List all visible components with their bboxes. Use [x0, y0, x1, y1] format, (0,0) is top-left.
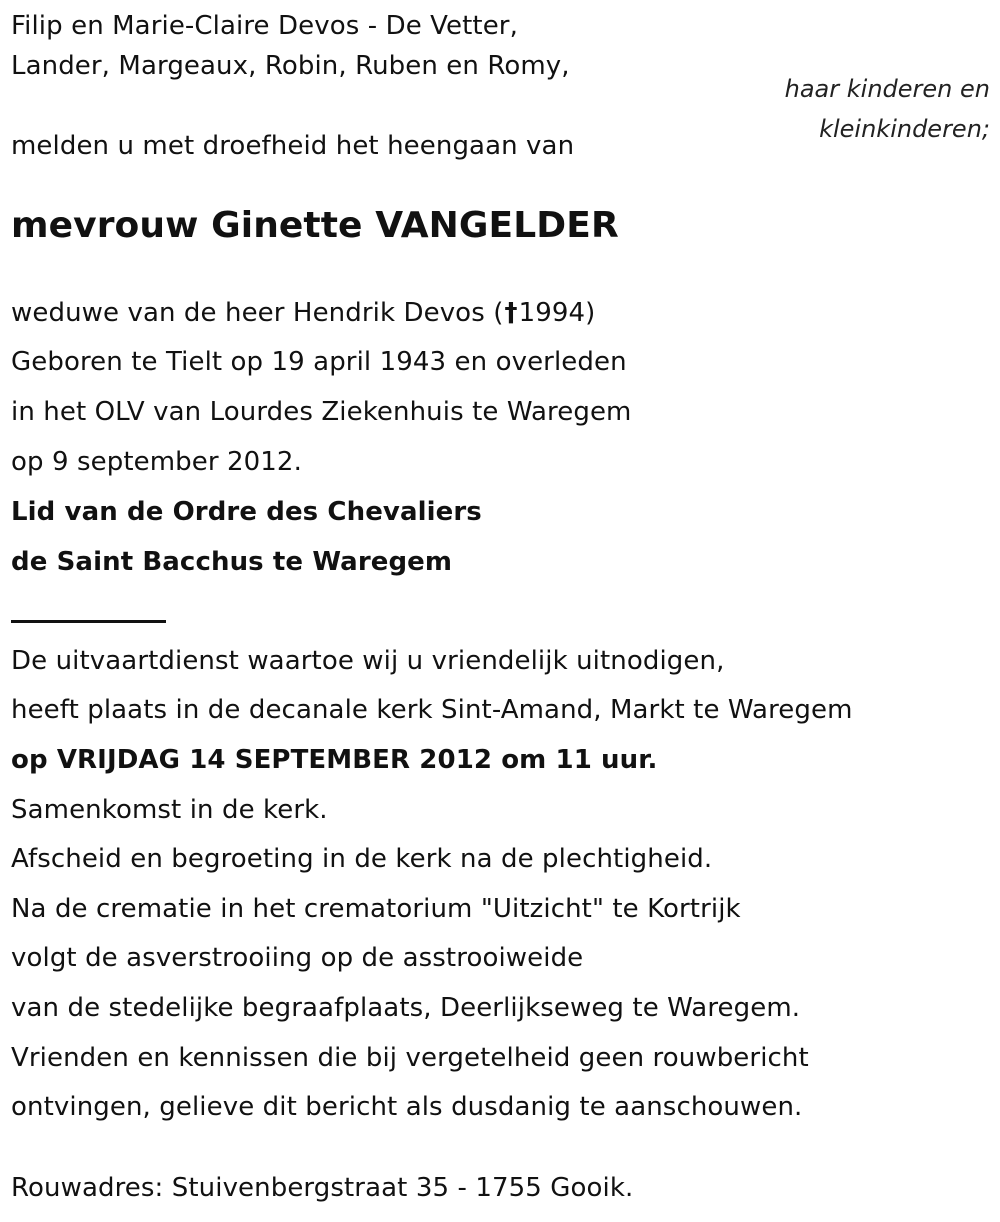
family-line-2: Lander, Margeaux, Robin, Ruben en Romy, [11, 51, 570, 81]
deceased-name: mevrouw Ginette VANGELDER [11, 205, 619, 246]
widow-prefix: weduwe van de heer Hendrik Devos ( [11, 298, 504, 328]
widow-line [11, 297, 595, 329]
membership-line-1: Lid van de Ordre des Chevaliers [11, 497, 482, 527]
death-date-line: op 9 september 2012. [11, 447, 302, 477]
family-line-1: Filip en Marie-Claire Devos - De Vetter, [11, 11, 518, 41]
service-line-4: Samenkomst in de kerk. [11, 795, 328, 825]
announcement-text: melden u met droefheid het heengaan van [11, 131, 575, 161]
service-line-2: heeft plaats in de decanale kerk Sint-Amand, Markt te Waregem [11, 695, 853, 725]
service-line-9: Vrienden en kennissen die bij vergetelheid geen rouwbericht [11, 1043, 809, 1073]
funeral-address: Rouwadres: Stuivenbergstraat 35 - 1755 Gooik. [11, 1173, 634, 1203]
service-line-10: ontvingen, gelieve dit bericht als dusdanig te aanschouwen. [11, 1092, 803, 1122]
service-datetime: op VRIJDAG 14 SEPTEMBER 2012 om 11 uur. [11, 745, 658, 775]
service-line-1: De uitvaartdienst waartoe wij u vriendelijk uitnodigen, [11, 646, 725, 676]
divider [11, 620, 166, 623]
cross-icon: † [504, 298, 518, 328]
service-line-8: van de stedelijke begraafplaats, Deerlijkseweg te Waregem. [11, 993, 801, 1023]
place-line: in het OLV van Lourdes Ziekenhuis te Waregem [11, 397, 632, 427]
relation-line-1: haar kinderen en [784, 75, 990, 103]
service-line-5: Afscheid en begroeting in de kerk na de plechtigheid. [11, 844, 713, 874]
service-line-6: Na de crematie in het crematorium "Uitzicht" te Kortrijk [11, 894, 741, 924]
relation-line-2: kleinkinderen; [819, 115, 990, 143]
born-died-line: Geboren te Tielt op 19 april 1943 en overleden [11, 347, 627, 377]
service-line-7: volgt de asverstrooiing op de asstrooiweide [11, 943, 584, 973]
widow-suffix: 1994) [518, 298, 596, 328]
membership-line-2: de Saint Bacchus te Waregem [11, 547, 453, 577]
